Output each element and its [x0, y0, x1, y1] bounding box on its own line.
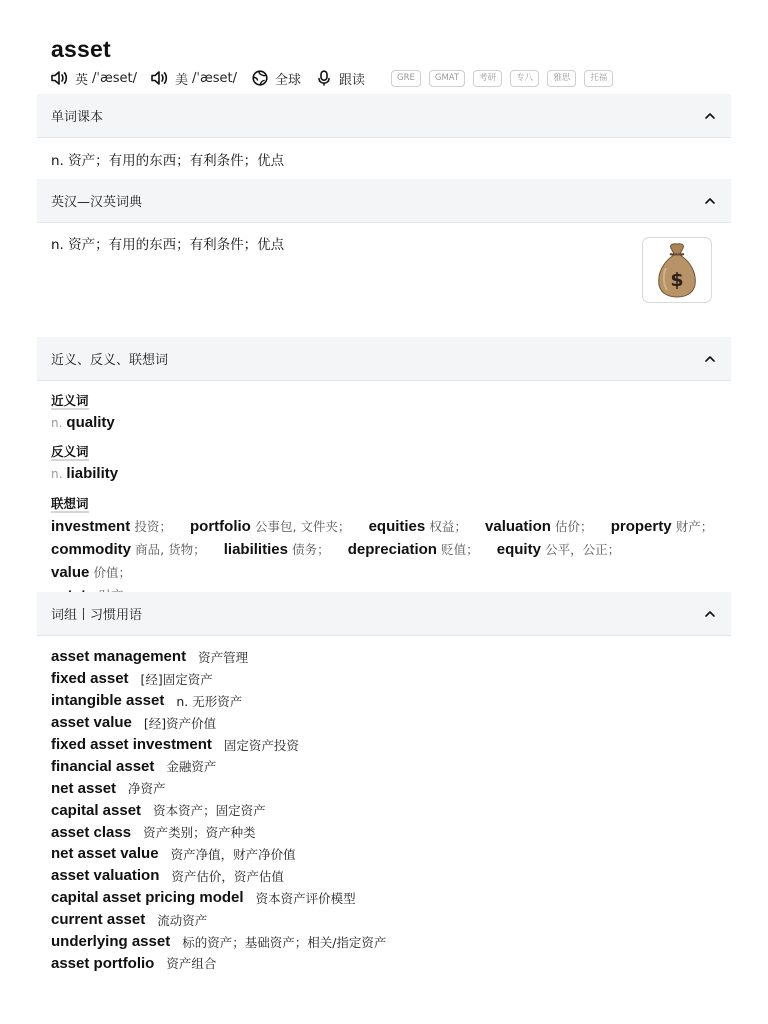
association-meaning: 价值； — [93, 565, 132, 580]
association-word[interactable]: investment — [51, 518, 131, 535]
phrase-meaning: [经]资产价值 — [143, 715, 217, 731]
phrase-row[interactable] — [51, 952, 386, 974]
association-label: 联想词 — [51, 496, 89, 511]
globe-icon — [251, 70, 269, 86]
word-title: asset — [51, 36, 111, 62]
exam-tag: 托福 — [584, 70, 613, 87]
phrase-row[interactable] — [51, 909, 386, 931]
association-word[interactable]: depreciation — [347, 541, 437, 558]
chevron-up-icon[interactable] — [703, 109, 717, 123]
pronunciation-region: 美 — [174, 72, 188, 88]
phrase-text[interactable]: fixed asset — [51, 670, 129, 688]
phrase-row[interactable] — [51, 777, 386, 799]
phrase-text[interactable]: underlying asset — [51, 933, 171, 951]
microphone-icon — [315, 70, 333, 86]
antonym-word[interactable]: liability — [66, 465, 119, 482]
phrase-row[interactable] — [51, 646, 386, 668]
phrase-meaning: 资产估价，资产估值 — [171, 868, 284, 884]
pronunciation-row — [51, 67, 621, 89]
phrase-meaning: 资产类别；资产种类 — [143, 825, 256, 841]
association-word[interactable]: liabilities — [223, 541, 288, 558]
phrase-row[interactable] — [51, 734, 386, 756]
section-header-dictionary[interactable] — [37, 179, 731, 223]
association-word[interactable]: portfolio — [190, 518, 251, 535]
global-button[interactable] — [251, 69, 301, 88]
svg-text:$: $ — [670, 269, 684, 291]
phrase-text[interactable]: financial asset — [51, 757, 155, 775]
part-of-speech: n. — [51, 416, 63, 430]
phrase-row[interactable] — [51, 931, 386, 953]
association-item[interactable] — [611, 520, 714, 535]
phrase-meaning: 资产组合 — [166, 956, 217, 972]
phrase-meaning: 资本资产；固定资产 — [153, 803, 266, 819]
association-item[interactable] — [497, 543, 620, 558]
phrase-list — [51, 646, 386, 974]
follow-read-label: 跟读 — [338, 72, 365, 88]
part-of-speech: n. — [51, 467, 63, 481]
phrase-row[interactable] — [51, 690, 386, 712]
phrase-text[interactable]: current asset — [51, 911, 146, 929]
section-header-related[interactable] — [37, 337, 731, 381]
association-item[interactable] — [190, 520, 350, 535]
phrase-meaning: n. 无形资产 — [176, 693, 243, 709]
phrase-text[interactable]: asset management — [51, 648, 187, 666]
phrase-meaning: [经]固定资产 — [140, 671, 213, 687]
phrase-text[interactable]: net asset — [51, 779, 117, 797]
phrase-meaning: 资产管理 — [198, 649, 249, 665]
phrase-meaning: 资产净值，财产净价值 — [170, 846, 296, 862]
phrase-row[interactable] — [51, 843, 386, 865]
association-word[interactable]: equity — [496, 541, 541, 558]
antonym-entry — [51, 465, 118, 482]
section-title: 单词课本 — [51, 110, 104, 125]
association-word[interactable]: commodity — [51, 541, 132, 558]
phrase-text[interactable]: asset class — [51, 823, 132, 841]
phrase-meaning: 金融资产 — [166, 759, 217, 775]
phrase-row[interactable] — [51, 865, 386, 887]
phrase-meaning: 固定资产投资 — [223, 737, 299, 753]
section-title: 词组丨习惯用语 — [51, 608, 143, 623]
association-meaning: 投资； — [134, 519, 172, 534]
association-meaning: 商品, 货物； — [135, 542, 206, 557]
association-item[interactable] — [348, 543, 479, 558]
pronunciation-uk[interactable] — [51, 69, 137, 88]
section-header-phrases[interactable] — [37, 592, 731, 636]
phrase-meaning: 净资产 — [128, 781, 166, 797]
synonym-entry — [51, 414, 115, 431]
phrase-text[interactable]: asset valuation — [51, 867, 160, 885]
association-word[interactable]: valuation — [485, 518, 551, 535]
exam-tag: 专八 — [510, 70, 539, 87]
phrase-text[interactable]: net asset value — [51, 845, 159, 863]
phrase-row[interactable] — [51, 668, 386, 690]
association-item[interactable] — [51, 566, 131, 581]
phrase-text[interactable]: capital asset — [51, 801, 142, 819]
phrase-row[interactable] — [51, 887, 386, 909]
association-meaning: 公事包, 文件夹； — [254, 519, 351, 534]
association-meaning: 财产； — [675, 519, 714, 534]
phrase-text[interactable]: intangible asset — [51, 692, 165, 710]
association-meaning: 贬值； — [441, 542, 479, 557]
chevron-up-icon[interactable] — [703, 352, 717, 366]
phrase-row[interactable] — [51, 821, 386, 843]
chevron-up-icon[interactable] — [703, 194, 717, 208]
pronunciation-ipa: /ˈæset/ — [92, 70, 137, 86]
section-header-textbook[interactable] — [37, 94, 731, 138]
association-item[interactable] — [51, 520, 172, 535]
antonym-label: 反义词 — [51, 444, 89, 459]
association-meaning: 权益； — [429, 519, 467, 534]
association-item[interactable] — [369, 520, 467, 535]
association-word[interactable]: equities — [368, 518, 426, 535]
phrase-row[interactable] — [51, 712, 386, 734]
synonym-label: 近义词 — [51, 393, 89, 408]
exam-tags — [391, 70, 621, 87]
global-label: 全球 — [274, 72, 301, 88]
association-meaning: 估价； — [555, 519, 593, 534]
phrase-meaning: 流动资产 — [157, 912, 208, 928]
association-meaning: 债务； — [292, 542, 330, 557]
chevron-up-icon[interactable] — [703, 607, 717, 621]
pronunciation-region: 英 — [75, 72, 89, 88]
synonym-word[interactable]: quality — [66, 414, 115, 431]
phrase-meaning: 标的资产；基础资产；相关/指定资产 — [182, 934, 387, 950]
word-image[interactable] — [642, 237, 712, 303]
section-title: 英汉—汉英词典 — [51, 195, 143, 210]
definition-text: n. 资产；有用的东西；有利条件；优点 — [51, 153, 285, 169]
phrase-text[interactable]: asset value — [51, 714, 132, 732]
follow-read-button[interactable] — [315, 69, 365, 88]
phrase-meaning: 资本资产评价模型 — [255, 890, 356, 906]
exam-tag: GMAT — [429, 70, 465, 87]
association-item[interactable] — [51, 543, 206, 558]
exam-tag: GRE — [391, 70, 421, 87]
definition-text: n. 资产；有用的东西；有利条件；优点 — [51, 237, 285, 253]
association-item[interactable] — [485, 520, 593, 535]
association-item[interactable] — [224, 543, 330, 558]
phrase-text[interactable]: capital asset pricing model — [51, 889, 244, 907]
section-title: 近义、反义、联想词 — [51, 353, 169, 368]
association-word[interactable]: value — [51, 564, 90, 581]
speaker-icon[interactable] — [151, 70, 169, 86]
phrase-row[interactable] — [51, 799, 386, 821]
association-meaning: 公平，公正； — [545, 542, 621, 557]
association-word[interactable]: property — [610, 518, 672, 535]
pronunciation-ipa: /ˈæset/ — [192, 70, 237, 86]
exam-tag: 雅思 — [547, 70, 576, 87]
phrase-row[interactable] — [51, 755, 386, 777]
money-bag-icon — [654, 242, 700, 298]
speaker-icon[interactable] — [51, 70, 69, 86]
pronunciation-us[interactable] — [151, 69, 237, 88]
phrase-text[interactable]: fixed asset investment — [51, 736, 212, 753]
phrase-text[interactable]: asset portfolio — [51, 954, 155, 972]
exam-tag: 考研 — [473, 70, 502, 87]
